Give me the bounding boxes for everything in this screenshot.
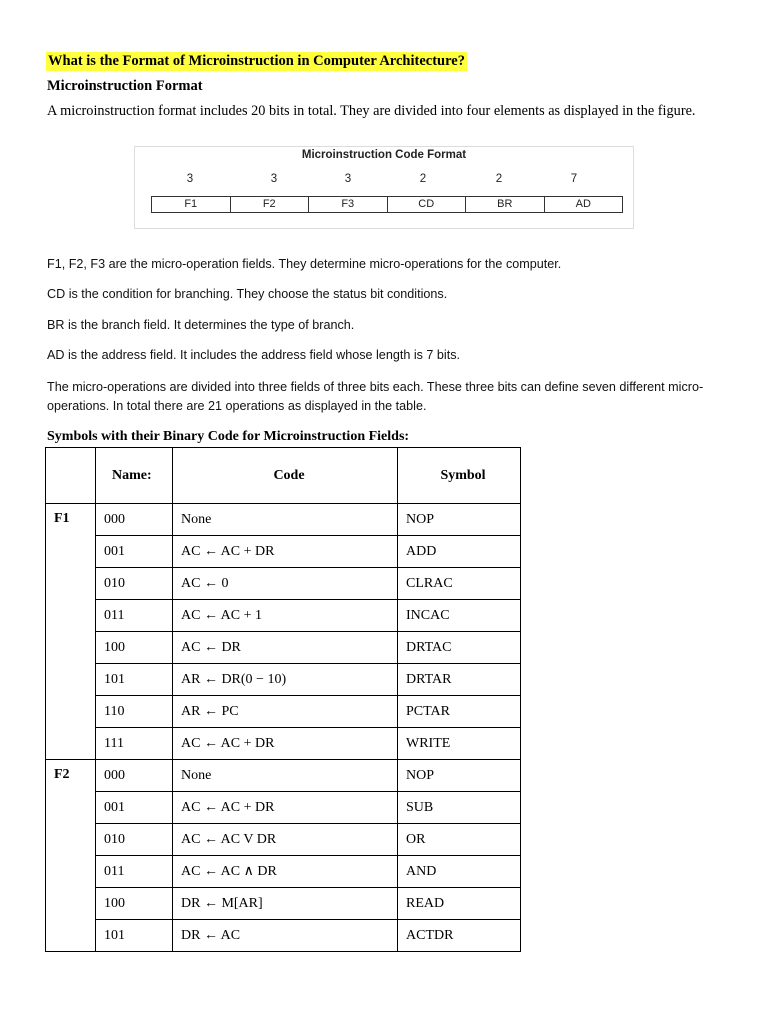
cell-code: None <box>173 504 398 536</box>
cell-code: AC ← AC + DR <box>173 728 398 760</box>
paragraph-micro-operations: The micro-operations are divided into three fields of three bits each. These three bits can define seven different micro-operations. In total there are 21 operations as displayed in the table. <box>47 380 704 413</box>
table-header-name: Name: <box>96 448 173 504</box>
table-row <box>46 760 521 792</box>
figure-field-row <box>151 196 623 213</box>
cell-code: DR ← AC <box>173 920 398 952</box>
paragraph-cd: CD is the condition for branching. They choose the status bit conditions. <box>47 287 448 301</box>
cell-name: 011 <box>96 600 173 632</box>
cell-symbol: SUB <box>398 792 521 824</box>
cell-symbol: CLRAC <box>398 568 521 600</box>
table-row <box>46 504 521 536</box>
cell-symbol: OR <box>398 824 521 856</box>
cell-name: 010 <box>96 824 173 856</box>
figure-field: F1 <box>152 197 231 212</box>
group-label-f1: F1 <box>46 504 96 760</box>
cell-code: AC ← 0 <box>173 568 398 600</box>
cell-symbol: ACTDR <box>398 920 521 952</box>
symbols-table <box>45 447 521 952</box>
figure-bit-count: 2 <box>419 173 427 185</box>
cell-symbol: NOP <box>398 504 521 536</box>
table-row <box>46 568 521 600</box>
figure-field: CD <box>388 197 467 212</box>
cell-symbol: ADD <box>398 536 521 568</box>
cell-name: 000 <box>96 504 173 536</box>
table-header-code: Code <box>173 448 398 504</box>
cell-symbol: DRTAR <box>398 664 521 696</box>
table-row <box>46 888 521 920</box>
cell-name: 001 <box>96 792 173 824</box>
figure-bit-count: 3 <box>186 173 194 185</box>
figure-bit-count: 2 <box>495 173 503 185</box>
table-row <box>46 824 521 856</box>
cell-code: AC ← DR <box>173 632 398 664</box>
page-title: What is the Format of Microinstruction in Computer Architecture? <box>48 53 465 69</box>
cell-symbol: WRITE <box>398 728 521 760</box>
paragraph-br: BR is the branch field. It determines the type of branch. <box>47 318 355 332</box>
figure-field: AD <box>575 198 591 210</box>
cell-symbol: PCTAR <box>398 696 521 728</box>
cell-symbol: INCAC <box>398 600 521 632</box>
microinstruction-format-figure <box>134 146 634 229</box>
figure-field: F2 <box>231 197 310 212</box>
cell-code: None <box>173 760 398 792</box>
cell-name: 101 <box>96 664 173 696</box>
table-row <box>46 600 521 632</box>
cell-name: 100 <box>96 632 173 664</box>
cell-symbol: DRTAC <box>398 632 521 664</box>
cell-code: AC ← AC ∧ DR <box>173 856 398 888</box>
table-row <box>46 536 521 568</box>
cell-symbol: NOP <box>398 760 521 792</box>
paragraph-f-fields: F1, F2, F3 are the micro-operation fields. They determine micro-operations for the computer. <box>47 257 562 271</box>
table-header-row <box>46 448 521 504</box>
figure-bit-count: 3 <box>270 173 278 185</box>
cell-code: AC ← AC + DR <box>173 792 398 824</box>
table-row <box>46 696 521 728</box>
figure-field: BR <box>466 197 545 212</box>
cell-name: 111 <box>96 728 173 760</box>
table-row <box>46 664 521 696</box>
cell-symbol: AND <box>398 856 521 888</box>
cell-code: DR ← M[AR] <box>173 888 398 920</box>
cell-code: AC ← AC V DR <box>173 824 398 856</box>
cell-name: 010 <box>96 568 173 600</box>
group-label-f2: F2 <box>46 760 96 952</box>
figure-field: F3 <box>309 197 388 212</box>
table-row <box>46 632 521 664</box>
table-header-symbol: Symbol <box>398 448 521 504</box>
table-heading: Symbols with their Binary Code for Microinstruction Fields: <box>47 429 410 444</box>
cell-code: AC ← AC + DR <box>173 536 398 568</box>
cell-name: 001 <box>96 536 173 568</box>
table-row <box>46 792 521 824</box>
table-row <box>46 856 521 888</box>
figure-bit-count: 3 <box>344 173 352 185</box>
cell-name: 101 <box>96 920 173 952</box>
cell-name: 000 <box>96 760 173 792</box>
cell-symbol: READ <box>398 888 521 920</box>
paragraph-ad: AD is the address field. It includes the address field whose length is 7 bits. <box>47 348 461 362</box>
cell-code: AR ← DR(0 − 10) <box>173 664 398 696</box>
cell-name: 110 <box>96 696 173 728</box>
table-row <box>46 728 521 760</box>
cell-name: 011 <box>96 856 173 888</box>
figure-bit-count: 7 <box>570 173 578 185</box>
intro-paragraph: A microinstruction format includes 20 bits in total. They are divided into four elements as displayed in the figure. <box>47 103 696 119</box>
cell-code: AC ← AC + 1 <box>173 600 398 632</box>
cell-name: 100 <box>96 888 173 920</box>
table-row <box>46 920 521 952</box>
section-heading: Microinstruction Format <box>47 78 203 94</box>
table-header-group <box>46 448 96 504</box>
figure-title: Microinstruction Code Format <box>301 149 467 161</box>
cell-code: AR ← PC <box>173 696 398 728</box>
